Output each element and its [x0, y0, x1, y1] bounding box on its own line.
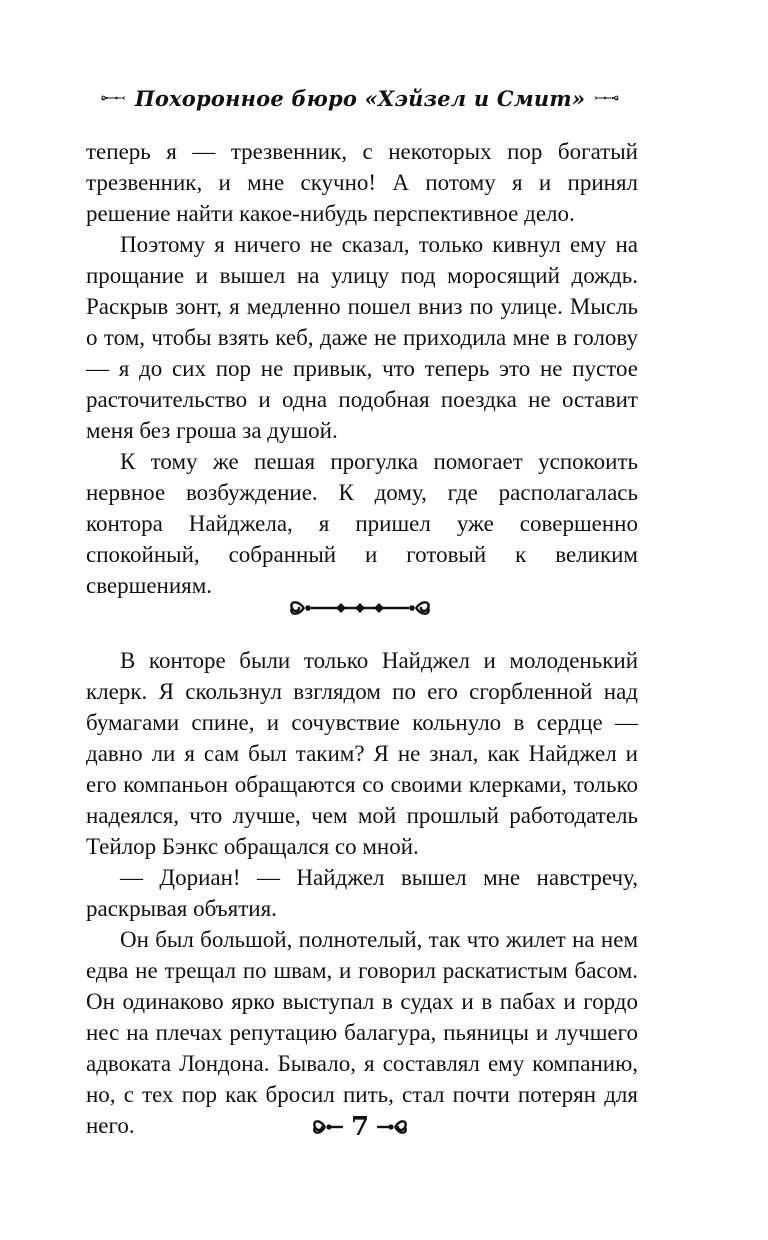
paragraph: Он был большой, полнотелый, так что жилет на нем едва не трещал по швам, и говорил раскатистым басом. Он одинаково ярко выступал в судах и в пабах и гордо нес на плечах репутацию балагура, пьяницы и лучшего адвоката Лондона. Бывало, я составлял ему компанию, но, с тех пор как бросил пить, стал почти потерян для него. [86, 927, 638, 1138]
page-footer [300, 1110, 420, 1144]
running-header [100, 80, 620, 116]
page-number: 7 [350, 1112, 370, 1142]
paragraph: К тому же пешая прогулка помогает успокоить нервное возбуждение. К дому, где располагалась контора Найджела, я пришел уже совершенно спокойный, собранный и готовый к великим свершениям. [86, 449, 638, 598]
flourish-right-icon [591, 88, 620, 108]
paragraph: — Дориан! — Найджел вышел мне навстречу, раскрывая объятия. [86, 865, 638, 921]
flourish-left-icon [100, 88, 129, 108]
folio-left-ornament-icon [309, 1115, 345, 1139]
text-block-1 [86, 136, 638, 601]
running-header-title: Похоронное бюро «Хэйзел и Смит» [134, 85, 586, 111]
text-block-2 [86, 645, 638, 1141]
paragraph: теперь я — трезвенник, с некоторых пор богатый трезвенник, и мне скучно! А потому я и принял решение найти какое-нибудь перспективное дело. [86, 139, 638, 226]
paragraph: В конторе были только Найджел и молоденький клерк. Я скользнул взглядом по его сгорбленной над бумагами спине, и сочувствие кольнуло в сердце — давно ли я сам был таким? Я не знал, как Найджел и его компаньон обращаются со своими клерками, только надеялся, что лучше, чем мой прошлый работодатель Тейлор Бэнкс обращался со мной. [86, 648, 638, 859]
folio-right-ornament-icon [375, 1115, 411, 1139]
paragraph: Поэтому я ничего не сказал, только кивнул ему на прощание и вышел на улицу под моросящий дождь. Раскрыв зонт, я медленно пошел вниз по улице. Мысль о том, чтобы взять кеб, даже не приходила мне в голову — я до сих пор не привык, что теперь это не пустое расточительство и одна подобная поездка не оставит меня без гроша за душой. [86, 232, 638, 443]
section-break-ornament-icon [280, 593, 440, 623]
